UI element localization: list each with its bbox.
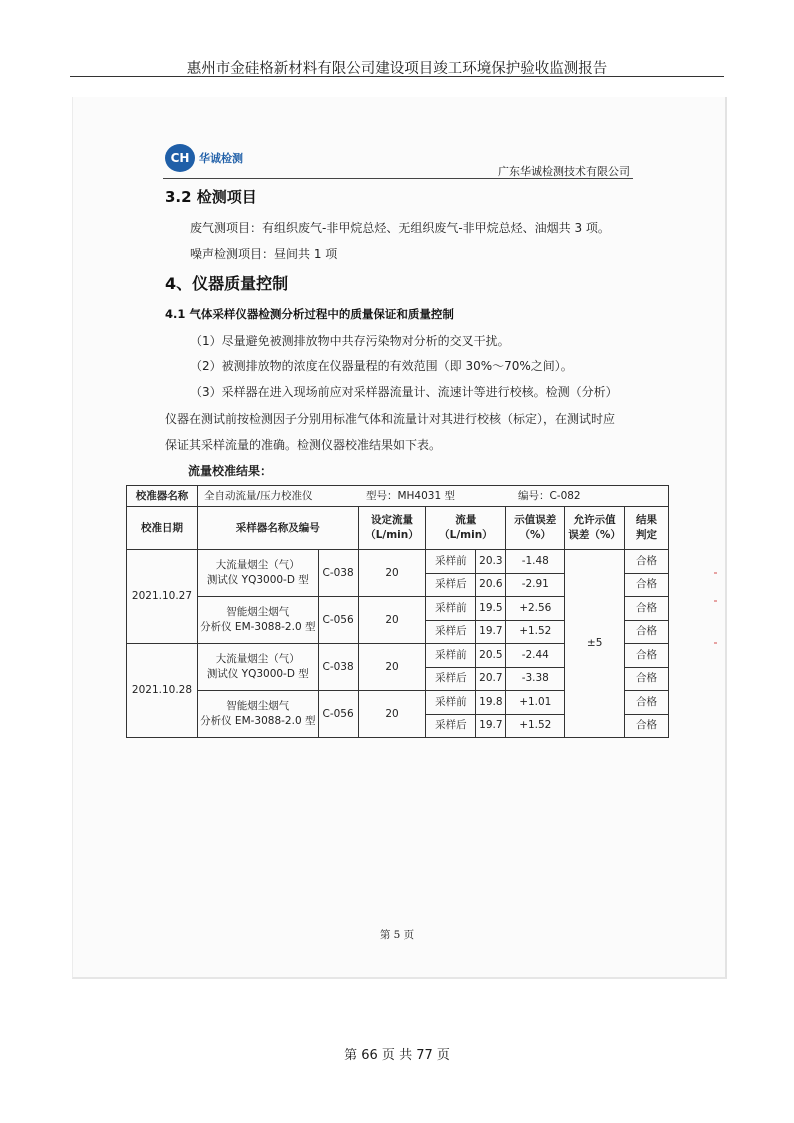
- sampler-code: C-056: [318, 691, 358, 738]
- set-flow: 20: [358, 691, 426, 738]
- sampling-phase: 采样后: [426, 667, 476, 691]
- sampler-name: 智能烟尘烟气 分析仪 EM-3088-2.0 型: [197, 691, 318, 738]
- table-row: [127, 550, 669, 574]
- result-value: 合格: [625, 691, 669, 715]
- calibration-table: [126, 485, 669, 738]
- error-value: +2.56: [506, 597, 565, 621]
- allowed-error: ±5: [565, 550, 625, 738]
- scan-mark: [714, 572, 717, 574]
- paragraph-line: （2）被测排放物的浓度在仪器量程的有效范围（即 30%～70%之间）。: [190, 359, 573, 373]
- calibrator-name: 全自动流量/压力校准仪: [203, 489, 313, 502]
- sampling-phase: 采样前: [426, 691, 476, 715]
- sampler-name: 大流量烟尘（气） 测试仪 YQ3000-D 型: [197, 550, 318, 597]
- flow-value: 20.3: [476, 550, 506, 574]
- error-value: -3.38: [506, 667, 565, 691]
- section-4-1-heading: 4.1 气体采样仪器检测分析过程中的质量保证和质量控制: [165, 307, 454, 321]
- sampler-name: 大流量烟尘（气） 测试仪 YQ3000-D 型: [197, 644, 318, 691]
- paragraph-line: （3）采样器在进入现场前应对采样器流量计、流速计等进行校核。检测（分析）: [190, 385, 618, 399]
- flow-value: 20.5: [476, 644, 506, 668]
- header-error: 示值误差 （%）: [506, 507, 565, 550]
- paragraph-line: （1）尽量避免被测排放物中共存污染物对分析的交叉干扰。: [190, 334, 510, 348]
- error-value: +1.52: [506, 714, 565, 738]
- header-date: 校准日期: [127, 507, 198, 550]
- error-value: +1.01: [506, 691, 565, 715]
- result-value: 合格: [625, 644, 669, 668]
- logo-text: 华诚检测: [199, 152, 243, 165]
- flow-value: 20.6: [476, 573, 506, 597]
- scan-mark: [714, 642, 717, 644]
- flow-value: 19.7: [476, 620, 506, 644]
- flow-value: 19.7: [476, 714, 506, 738]
- report-page-footer: 第 66 页 共 77 页: [344, 1048, 450, 1063]
- result-value: 合格: [625, 714, 669, 738]
- calibrator-label: 校准器名称: [127, 486, 198, 507]
- table-title: 流量校准结果：: [188, 464, 273, 478]
- paragraph-line: 保证其采样流量的准确。检测仪器校准结果如下表。: [165, 438, 442, 452]
- sampling-phase: 采样前: [426, 550, 476, 574]
- result-value: 合格: [625, 620, 669, 644]
- set-flow: 20: [358, 644, 426, 691]
- result-value: 合格: [625, 597, 669, 621]
- flow-value: 19.8: [476, 691, 506, 715]
- error-value: +1.52: [506, 620, 565, 644]
- paragraph-line: 仪器在测试前按检测因子分别用标准气体和流量计对其进行校核（标定），在测试时应: [165, 412, 616, 426]
- header-rule: [70, 76, 724, 77]
- company-name: 广东华诚检测技术有限公司: [498, 165, 630, 178]
- sampling-phase: 采样前: [426, 644, 476, 668]
- section-4-heading: 4、仪器质量控制: [165, 274, 289, 293]
- inner-page-number: 第 5 页: [379, 929, 415, 941]
- flow-value: 20.7: [476, 667, 506, 691]
- sampling-phase: 采样后: [426, 573, 476, 597]
- set-flow: 20: [358, 550, 426, 597]
- sampling-phase: 采样后: [426, 714, 476, 738]
- calibrator-serial: 编号：C-082: [517, 489, 581, 502]
- calibrator-info: [197, 486, 668, 507]
- header-sampler: 采样器名称及编号: [197, 507, 358, 550]
- result-value: 合格: [625, 550, 669, 574]
- sampler-code: C-056: [318, 597, 358, 644]
- result-value: 合格: [625, 667, 669, 691]
- calibrator-model: 型号：MH4031 型: [365, 489, 455, 502]
- header-set-flow: 设定流量 （L/min）: [358, 507, 426, 550]
- logo-mark: CH: [165, 144, 195, 172]
- result-value: 合格: [625, 573, 669, 597]
- sampling-phase: 采样前: [426, 597, 476, 621]
- sampling-phase: 采样后: [426, 620, 476, 644]
- header-result: 结果 判定: [625, 507, 669, 550]
- flow-value: 19.5: [476, 597, 506, 621]
- header-flow: 流量 （L/min）: [426, 507, 506, 550]
- header-allowed-error: 允许示值 误差（%）: [565, 507, 625, 550]
- section-3-2-heading: 3.2 检测项目: [165, 188, 257, 206]
- error-value: -2.44: [506, 644, 565, 668]
- paragraph-line: 废气测项目：有组织废气-非甲烷总烃、无组织废气-非甲烷总烃、油烟共 3 项。: [190, 221, 610, 235]
- sampler-code: C-038: [318, 644, 358, 691]
- report-header: 惠州市金硅格新材料有限公司建设项目竣工环境保护验收监测报告: [186, 61, 608, 77]
- company-logo: [165, 144, 265, 174]
- paragraph-line: 噪声检测项目：昼间共 1 项: [190, 247, 338, 261]
- calibration-date: 2021.10.28: [127, 644, 198, 738]
- set-flow: 20: [358, 597, 426, 644]
- error-value: -2.91: [506, 573, 565, 597]
- error-value: -1.48: [506, 550, 565, 574]
- company-rule: [163, 178, 633, 179]
- scan-mark: [714, 600, 717, 602]
- calibration-date: 2021.10.27: [127, 550, 198, 644]
- sampler-code: C-038: [318, 550, 358, 597]
- sampler-name: 智能烟尘烟气 分析仪 EM-3088-2.0 型: [197, 597, 318, 644]
